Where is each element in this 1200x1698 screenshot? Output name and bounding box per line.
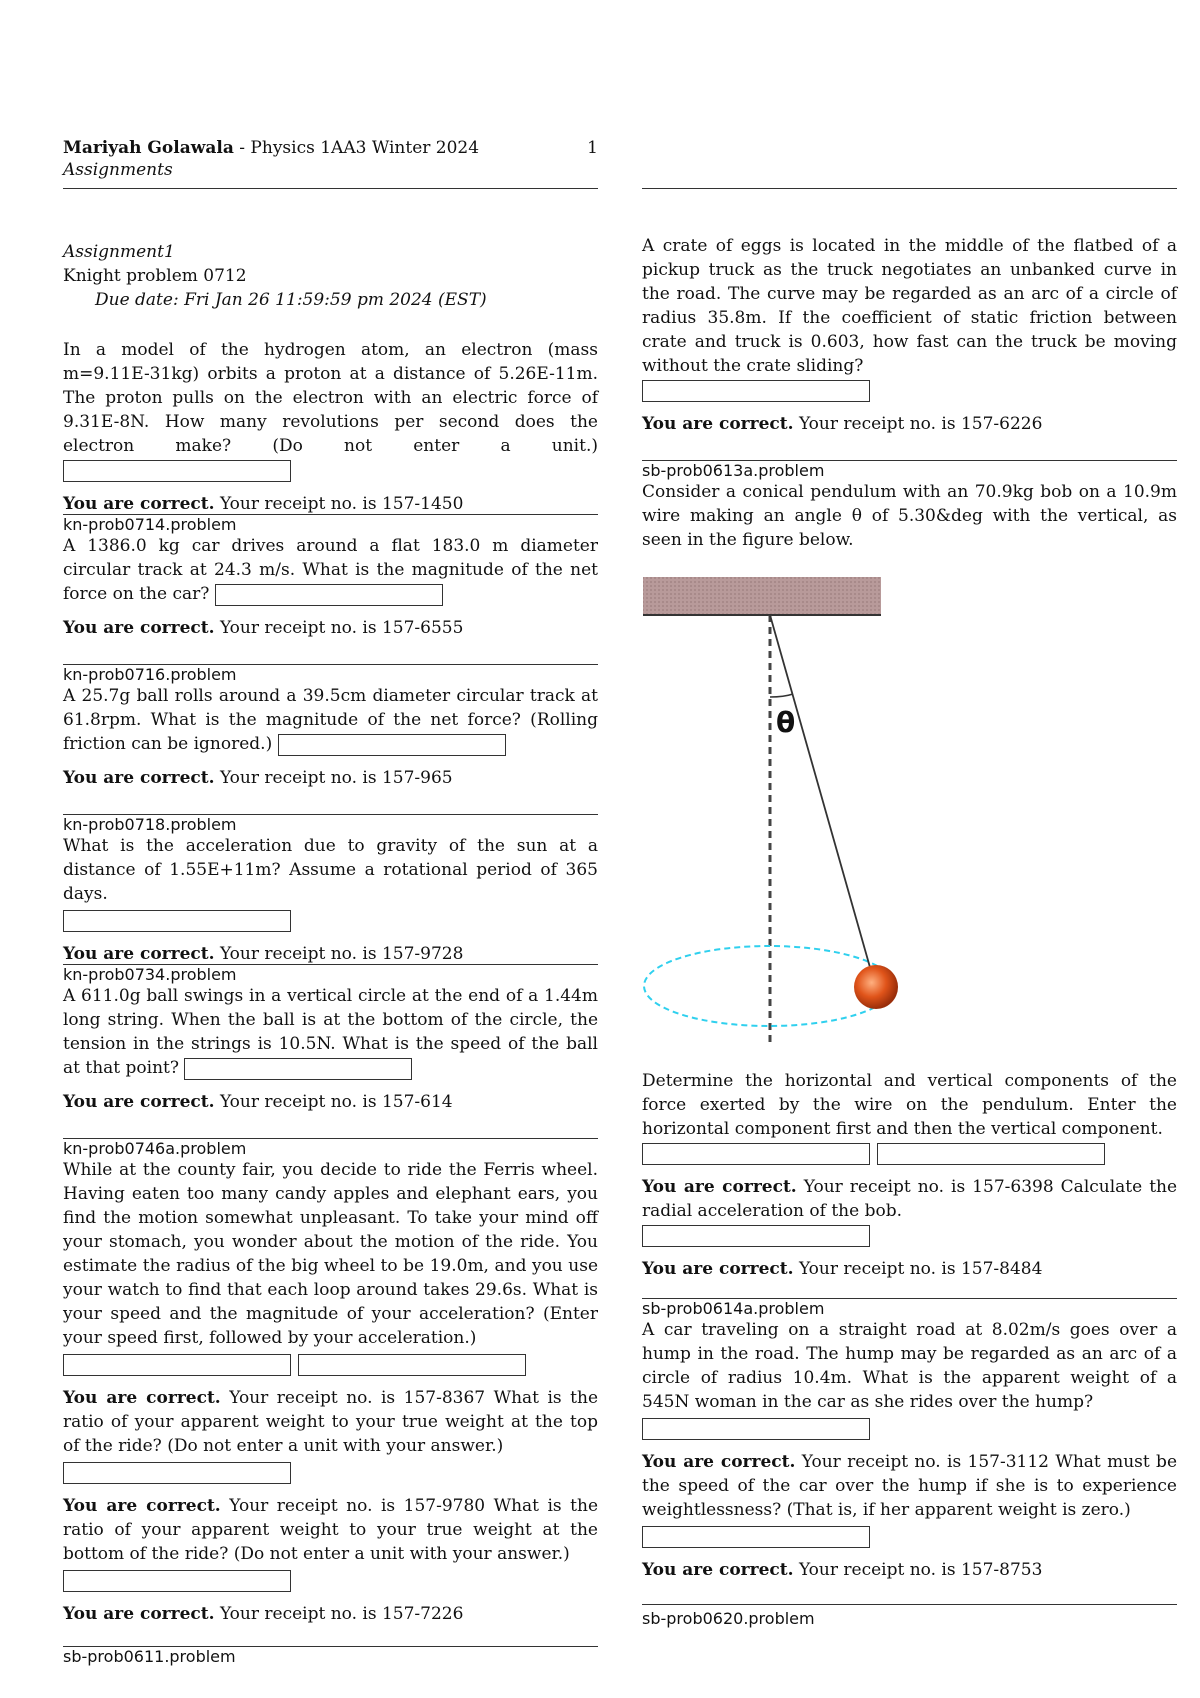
problem-text: What is the acceleration due to gravity of the sun at a distance of 1.55E+11m? Assume a rotational period of 365 days.: [63, 836, 598, 904]
correct-label: You are correct.: [642, 1452, 796, 1472]
answer-inputs: [642, 1143, 1177, 1165]
pendulum-bob: [854, 965, 898, 1009]
problem-0613a: [642, 460, 1177, 1281]
problem-text: While at the county fair, you decide to ride the Ferris wheel. Having eaten too many candy apples and elephant ears, you find the motion somewhat unpleasant. To take your mind off your stomach, you wonder about the motion of the ride. You estimate the radius of the big wheel to be 19.0m, and you use your watch to find that each loop around takes 29.6s. What is your speed and the magnitude of your acceleration? (Enter your speed first, followed by your acceleration.): [63, 1160, 598, 1348]
answer-input[interactable]: [278, 734, 506, 756]
followup-question: Calculate the radial acceleration of the bob.: [642, 1177, 1178, 1221]
correct-message: [63, 492, 598, 516]
problem-text: In a model of the hydrogen atom, an electron (mass m=9.11E-31kg) orbits a proton at a distance of 5.26E-11m. The proton pulls on the electron with an electric force of 9.31E-8N. How many revolutions per second does the electron make? (Do not enter a unit.): [63, 338, 598, 482]
problem-text: Consider a conical pendulum with an 70.9kg bob on a 10.9m wire making an angle θ of 5.30&deg with the vertical, as seen in the figure below.: [642, 482, 1177, 550]
correct-message: [63, 1386, 598, 1458]
problem-0718: [63, 814, 598, 966]
receipt: Your receipt no. is 157-6226: [798, 414, 1043, 434]
problem-name: sb-prob0620.problem: [642, 1609, 815, 1628]
problem-text: A car traveling on a straight road at 8.02m/s goes over a hump in the road. The hump may be regarded as an arc of a circle of radius 10.4m. What is the apparent weight of a 545N woman in the car as she rides over the hump?: [642, 1320, 1177, 1412]
assignment-subtitle: Knight problem 0712: [63, 266, 247, 286]
header-rule-left: [63, 188, 598, 189]
assignment-heading: [63, 240, 598, 312]
due-date: Due date: Fri Jan 26 11:59:59 pm 2024 (EST): [95, 290, 487, 310]
correct-label: You are correct.: [63, 1604, 215, 1624]
receipt: Your receipt no. is 157-7226: [219, 1604, 464, 1624]
correct-label: You are correct.: [63, 1496, 221, 1516]
receipt: Your receipt no. is 157-1450: [219, 494, 464, 514]
problem-name: kn-prob0714.problem: [63, 515, 237, 534]
problem-name: kn-prob0746a.problem: [63, 1139, 247, 1158]
problem-text: A 1386.0 kg car drives around a flat 183.0 m diameter circular track at 24.3 m/s. What is the magnitude of the net force on the car?: [63, 536, 598, 604]
correct-label: You are correct.: [63, 944, 215, 964]
receipt: Your receipt no. is 157-614: [219, 1092, 453, 1112]
receipt: Your receipt no. is 157-8367: [229, 1388, 486, 1408]
receipt: Your receipt no. is 157-965: [219, 768, 453, 788]
problem-0746a: [63, 1138, 598, 1626]
correct-label: You are correct.: [63, 1092, 215, 1112]
acceleration-input[interactable]: [298, 1354, 526, 1376]
correct-label: You are correct.: [63, 618, 215, 638]
problem-0611-header: [63, 1646, 598, 1666]
problem-name: kn-prob0718.problem: [63, 815, 237, 834]
problem-name: sb-prob0613a.problem: [642, 461, 825, 480]
receipt: Your receipt no. is 157-3112: [801, 1452, 1050, 1472]
correct-label: You are correct.: [63, 494, 215, 514]
correct-message: [63, 1494, 598, 1566]
student-name: Mariyah Golawala: [63, 138, 234, 158]
receipt: Your receipt no. is 157-9780: [229, 1496, 486, 1516]
page-number: 1: [587, 138, 598, 158]
apparent-weight-input[interactable]: [642, 1418, 870, 1440]
correct-label: You are correct.: [642, 414, 794, 434]
correct-message: [63, 616, 598, 640]
followup-question: What is the ratio of your apparent weight to your true weight at the bottom of the ride? (Do not enter a unit with your answer.): [63, 1496, 598, 1564]
correct-message: [642, 1175, 1177, 1223]
course-name: - Physics 1AA3 Winter 2024: [233, 138, 480, 158]
header-line: [63, 138, 598, 158]
radial-acceleration-input[interactable]: [642, 1225, 870, 1247]
problem-0716: [63, 664, 598, 790]
correct-message: [642, 412, 1177, 436]
problem-text: A 25.7g ball rolls around a 39.5cm diameter circular track at 61.8rpm. What is the magnitude of the net force? (Rolling friction can be ignored.): [63, 686, 598, 754]
answer-input[interactable]: [63, 460, 291, 482]
receipt: Your receipt no. is 157-6555: [219, 618, 464, 638]
conical-pendulum-figure: [642, 577, 902, 1067]
pendulum-wire: [770, 615, 875, 985]
problem-name: sb-prob0614a.problem: [642, 1299, 825, 1318]
answer-input[interactable]: [63, 910, 291, 932]
theta-label: θ: [776, 706, 796, 739]
problem-name: kn-prob0716.problem: [63, 665, 237, 684]
correct-message: [642, 1558, 1177, 1582]
problem-text-2: Determine the horizontal and vertical components of the force exerted by the wire on the pendulum. Enter the horizontal component first and then the vertical component.: [642, 1071, 1177, 1139]
problem-0712: [63, 338, 598, 516]
problem-0734: [63, 964, 598, 1114]
ceiling-block: [643, 577, 881, 615]
correct-label: You are correct.: [642, 1177, 797, 1197]
correct-label: You are correct.: [63, 768, 215, 788]
assignment-title: Assignment1: [63, 242, 175, 262]
correct-message: [63, 942, 598, 966]
problem-0620-header: [642, 1604, 1177, 1628]
correct-message: [63, 1602, 598, 1626]
answer-input[interactable]: [215, 584, 443, 606]
problem-name: sb-prob0611.problem: [63, 1647, 236, 1666]
correct-label: You are correct.: [642, 1560, 794, 1580]
header-rule-right: [642, 188, 1177, 189]
correct-message: [63, 1090, 598, 1114]
problem-0714: [63, 514, 598, 640]
horizontal-component-input[interactable]: [642, 1143, 870, 1165]
problem-name: kn-prob0734.problem: [63, 965, 237, 984]
correct-message: [642, 1450, 1177, 1522]
receipt: Your receipt no. is 157-8484: [798, 1259, 1043, 1279]
followup-question: What is the ratio of your apparent weight to your true weight at the top of the ride? (Do not enter a unit with your answer.): [63, 1388, 598, 1456]
section-title: Assignments: [63, 160, 173, 180]
problem-text: A 611.0g ball swings in a vertical circle at the end of a 1.44m long string. When the ball is at the bottom of the circle, the tension in the strings is 10.5N. What is the speed of the ball at that point?: [63, 986, 598, 1078]
page-header: [63, 138, 598, 180]
correct-label: You are correct.: [642, 1259, 794, 1279]
top-ratio-input[interactable]: [63, 1462, 291, 1484]
speed-input[interactable]: [63, 1354, 291, 1376]
correct-message: [63, 766, 598, 790]
receipt: Your receipt no. is 157-8753: [798, 1560, 1043, 1580]
answer-inputs: [63, 1354, 598, 1376]
problem-text: A crate of eggs is located in the middle of the flatbed of a pickup truck as the truck negotiates an unbanked curve in the road. The curve may be regarded as an arc of a circle of radius 35.8m. If the coefficient of static friction between crate and truck is 0.603, how fast can the truck be moving without the crate sliding?: [642, 236, 1177, 376]
weightless-speed-input[interactable]: [642, 1526, 870, 1548]
correct-message: [642, 1257, 1177, 1281]
bottom-ratio-input[interactable]: [63, 1570, 291, 1592]
correct-label: You are correct.: [63, 1388, 221, 1408]
vertical-component-input[interactable]: [877, 1143, 1105, 1165]
followup-question: What must be the speed of the car over the hump if she is to experience weightlessness? (That is, if her apparent weight is zero.): [642, 1452, 1178, 1520]
receipt: Your receipt no. is 157-9728: [219, 944, 464, 964]
answer-input[interactable]: [184, 1058, 412, 1080]
receipt: Your receipt no. is 157-6398: [803, 1177, 1054, 1197]
answer-input[interactable]: [642, 380, 870, 402]
angle-arc: [770, 694, 793, 697]
problem-0611: [642, 234, 1177, 436]
problem-0614a: [642, 1298, 1177, 1582]
